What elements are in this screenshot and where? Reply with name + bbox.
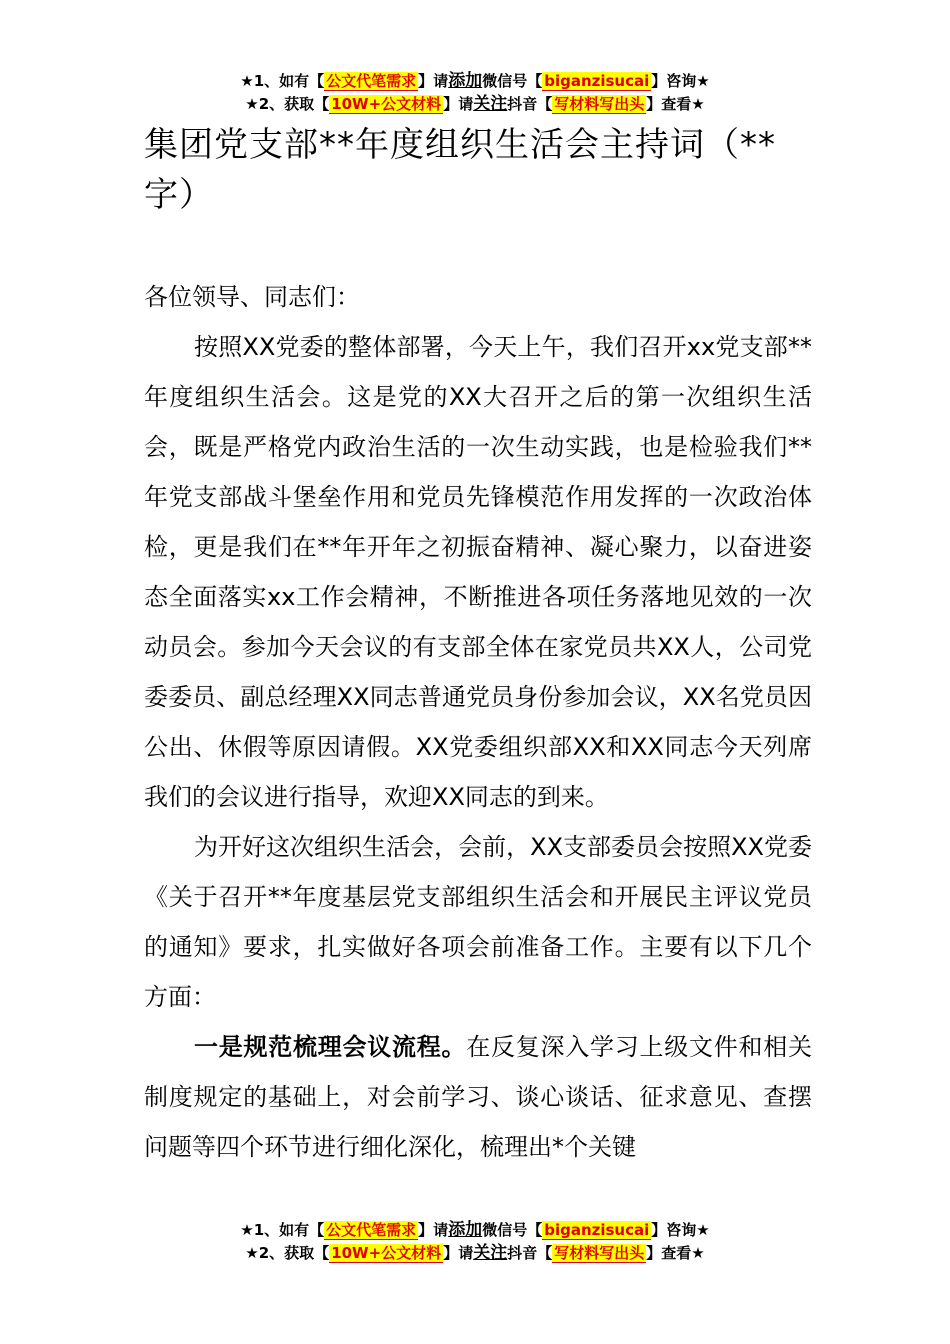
banner-highlight: 公文代笔需求 <box>326 72 417 90</box>
banner-highlight: 10W+公文材料 <box>331 95 442 113</box>
banner-text: 】咨询★ <box>651 72 710 90</box>
document-title: 集团党支部**年度组织生活会主持词（**字） <box>144 125 776 215</box>
salutation: 各位领导、同志们： <box>144 283 360 311</box>
banner-highlight: biganzisucai <box>544 1221 650 1239</box>
banner-text: 】请 <box>443 95 474 113</box>
header-banner <box>0 70 950 116</box>
banner-emphasis: 关注 <box>473 1243 508 1263</box>
banner-line-1 <box>0 70 950 93</box>
banner-highlight: biganzisucai <box>544 72 650 90</box>
banner-text: 抖音【 <box>507 95 553 113</box>
document-body <box>144 272 812 1172</box>
footer-banner <box>0 1219 950 1265</box>
banner-text: 】请 <box>418 1221 449 1239</box>
paragraph: 为开好这次组织生活会，会前，XX支部委员会按照XX党委《关于召开**年度基层党支部组织生活会和开展民主评议党员的通知》要求，扎实做好各项会前准备工作。主要有以下几个方面： <box>144 833 812 1011</box>
banner-text: 微信号【 <box>482 72 543 90</box>
banner-text: ★1、如有【 <box>240 72 325 90</box>
banner-highlight: 写材料写出头 <box>554 1244 645 1262</box>
banner-emphasis: 添加 <box>448 71 483 91</box>
banner-text: 】查看★ <box>646 1244 705 1262</box>
banner-line-1 <box>0 1219 950 1242</box>
banner-emphasis: 添加 <box>448 1220 483 1240</box>
banner-highlight: 10W+公文材料 <box>331 1244 442 1262</box>
banner-emphasis: 关注 <box>473 94 508 114</box>
banner-text: 】请 <box>443 1244 474 1262</box>
banner-text: 抖音【 <box>507 1244 553 1262</box>
paragraph-body: 在反复深入学习上级文件和相关制度规定的基础上，对会前学习、谈心谈话、征求意见、查摆问题等四个环节进行细化深化，梳理出*个关键 <box>144 1033 812 1161</box>
paragraph: 按照XX党委的整体部署，今天上午，我们召开xx党支部**年度组织生活会。这是党的XX大召开之后的第一次组织生活会，既是严格党内政治生活的一次生动实践，也是检验我们**年党支部战斗堡垒作用和党员先锋模范作用发挥的一次政治体检，更是我们在**年开年之初振奋精神、凝心聚力，以奋进姿态全面落实xx工作会精神，不断推进各项任务落地见效的一次动员会。参加今天会议的有支部全体在家党员共XX人，公司党委委员、副总经理XX同志普通党员身份参加会议，XX名党员因公出、休假等原因请假。XX党委组织部XX和XX同志今天列席我们的会议进行指导，欢迎XX同志的到来。 <box>144 333 812 811</box>
banner-line-2 <box>0 93 950 116</box>
banner-text: ★2、获取【 <box>245 1244 330 1262</box>
banner-text: ★1、如有【 <box>240 1221 325 1239</box>
banner-text: 】请 <box>418 72 449 90</box>
banner-highlight: 公文代笔需求 <box>326 1221 417 1239</box>
banner-highlight: 写材料写出头 <box>554 95 645 113</box>
banner-line-2 <box>0 1242 950 1265</box>
paragraph-lead: 一是规范梳理会议流程。 <box>194 1033 467 1061</box>
banner-text: 】咨询★ <box>651 1221 710 1239</box>
banner-text: 】查看★ <box>646 95 705 113</box>
paragraph <box>144 1022 812 1172</box>
banner-text: ★2、获取【 <box>245 95 330 113</box>
banner-text: 微信号【 <box>482 1221 543 1239</box>
